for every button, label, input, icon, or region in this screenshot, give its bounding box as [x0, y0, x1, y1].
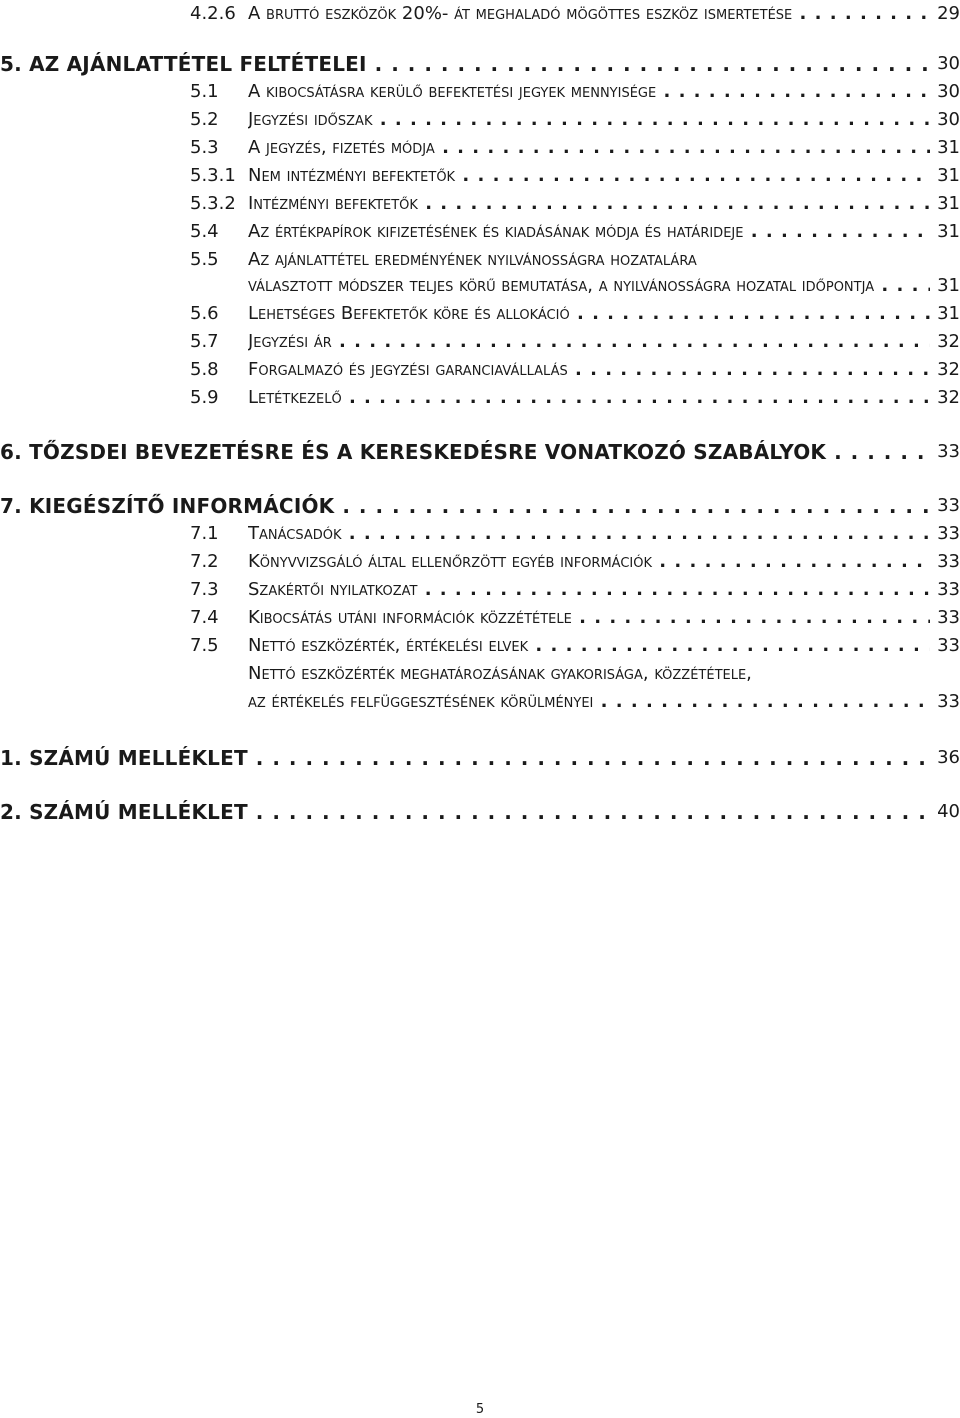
toc-entry-title: Az ajánlattétel eredményének nyilvánosságra hozatalára: [248, 249, 697, 270]
toc-entry-title: A kibocsátásra kerülő befektetési jegyek mennyisége . . .: [248, 78, 930, 106]
toc-entry-number: 7.1: [190, 523, 219, 544]
toc-entry-page: 33: [937, 635, 960, 656]
toc-entry[interactable]: [0, 134, 960, 162]
toc-entry-page: 31: [937, 275, 960, 296]
toc-entry-page: 32: [937, 359, 960, 380]
toc-entry-number: 7.5: [190, 635, 219, 656]
toc-entry-title: A bruttó eszközök 20%- át meghaladó mögöttes eszköz ismertetése . . .: [248, 0, 930, 28]
toc-entry-number: 5.8: [190, 359, 219, 380]
toc-entry-number: 5.2: [190, 109, 219, 130]
toc-entry-number: 7.4: [190, 607, 219, 628]
toc-entry-title: Az értékpapírok kifizetésének és kiadásának módja és határideje . . .: [248, 218, 930, 246]
toc-entry-title: Könyvvizsgáló által ellenőrzött egyéb információk . . .: [248, 548, 930, 576]
toc-entry-title: Lehetséges Befektetők köre és allokáció . . .: [248, 300, 930, 328]
toc-entry[interactable]: [0, 660, 960, 688]
toc-entry-number: 4.2.6: [190, 3, 236, 24]
toc-entry[interactable]: [0, 384, 960, 412]
toc-entry-title: 5. AZ AJÁNLATTÉTEL FELTÉTELEI . . .: [0, 50, 930, 78]
toc-entry-title: Nettó eszközérték, értékelési elvek . . .: [248, 632, 930, 660]
toc-entry-title: 6. TŐZSDEI BEVEZETÉSRE ÉS A KERESKEDÉSRE VONATKOZÓ SZABÁLYOK . . .: [0, 438, 930, 466]
toc-entry[interactable]: [0, 576, 960, 604]
toc-entry-page: 33: [937, 495, 960, 516]
toc-entry-page: 40: [937, 801, 960, 822]
toc-entry-page: 33: [937, 579, 960, 600]
toc-entry[interactable]: [0, 688, 960, 716]
toc-entry-number: 5.9: [190, 387, 219, 408]
toc-entry-title: Forgalmazó és jegyzési garanciavállalás . . .: [248, 356, 930, 384]
toc-entry-title: Nem intézményi befektetők . . .: [248, 162, 930, 190]
toc-entry[interactable]: [0, 246, 960, 274]
toc-entry-page: 33: [937, 551, 960, 572]
toc-entry-title: Jegyzési időszak . . .: [248, 106, 930, 134]
toc-entry-page: 33: [937, 523, 960, 544]
toc-entry-title: A jegyzés, fizetés módja . . .: [248, 134, 930, 162]
toc-entry-number: 5.1: [190, 81, 219, 102]
toc-entry[interactable]: [0, 356, 960, 384]
toc-entry-page: 33: [937, 607, 960, 628]
toc-entry[interactable]: [0, 520, 960, 548]
page-number: 5: [475, 1402, 485, 1417]
toc-entry[interactable]: [0, 328, 960, 356]
toc-entry-number: 5.3: [190, 137, 219, 158]
toc-entry-number: 5.3.2: [190, 193, 236, 214]
toc-entry[interactable]: [0, 190, 960, 218]
toc-entry[interactable]: [0, 50, 960, 78]
toc-entry-title: Kibocsátás utáni információk közzététele . . .: [248, 604, 930, 632]
toc-entry[interactable]: [0, 492, 960, 520]
toc-entry[interactable]: [0, 272, 960, 300]
toc-entry-page: 30: [937, 109, 960, 130]
toc-entry-title: 2. SZÁMÚ MELLÉKLET . . .: [0, 798, 930, 826]
toc-entry-title: az értékelés felfüggesztésének körülményei . . .: [248, 688, 930, 716]
toc-entry-page: 31: [937, 303, 960, 324]
toc-entry-page: 36: [937, 747, 960, 768]
toc-entry-page: 29: [937, 3, 960, 24]
toc-entry-page: 33: [937, 441, 960, 462]
toc-entry-page: 32: [937, 331, 960, 352]
toc-entry-title: Szakértői nyilatkozat . . .: [248, 576, 930, 604]
toc-entry-page: 31: [937, 137, 960, 158]
toc-entry-page: 31: [937, 165, 960, 186]
toc-entry-title: Jegyzési ár . . .: [248, 328, 930, 356]
toc-entry-title: Nettó eszközérték meghatározásának gyakorisága, közzététele,: [248, 663, 752, 684]
toc-entry-number: 5.5: [190, 249, 219, 270]
toc-entry-page: 31: [937, 193, 960, 214]
toc-entry-title: 1. SZÁMÚ MELLÉKLET . . .: [0, 744, 930, 772]
toc-entry-page: 31: [937, 221, 960, 242]
toc-entry[interactable]: [0, 438, 960, 466]
toc-entry[interactable]: [0, 0, 960, 28]
toc-entry-number: 5.7: [190, 331, 219, 352]
toc-entry-title: 7. KIEGÉSZÍTŐ INFORMÁCIÓK . . .: [0, 492, 930, 520]
toc-entry-number: 7.2: [190, 551, 219, 572]
toc-entry-number: 7.3: [190, 579, 219, 600]
toc-entry-number: 5.4: [190, 221, 219, 242]
toc-entry-title: választott módszer teljes körű bemutatása, a nyilvánosságra hozatal időpontja . . .: [248, 272, 930, 300]
toc-entry[interactable]: [0, 632, 960, 660]
toc-entry-title: Letétkezelő . . .: [248, 384, 930, 412]
toc-entry-title: Tanácsadók . . .: [248, 520, 930, 548]
toc-entry-page: 30: [937, 53, 960, 74]
toc-entry[interactable]: [0, 162, 960, 190]
toc-entry-page: 32: [937, 387, 960, 408]
toc-entry[interactable]: [0, 744, 960, 772]
toc-entry[interactable]: [0, 798, 960, 826]
toc-entry-number: 5.6: [190, 303, 219, 324]
toc-entry[interactable]: [0, 300, 960, 328]
toc-entry-title: Intézményi befektetők . . .: [248, 190, 930, 218]
toc-entry-number: 5.3.1: [190, 165, 236, 186]
toc-entry[interactable]: [0, 218, 960, 246]
toc-entry[interactable]: [0, 78, 960, 106]
toc-entry[interactable]: [0, 106, 960, 134]
toc-entry-page: 33: [937, 691, 960, 712]
toc-entry[interactable]: [0, 548, 960, 576]
toc-entry-page: 30: [937, 81, 960, 102]
toc-entry[interactable]: [0, 604, 960, 632]
